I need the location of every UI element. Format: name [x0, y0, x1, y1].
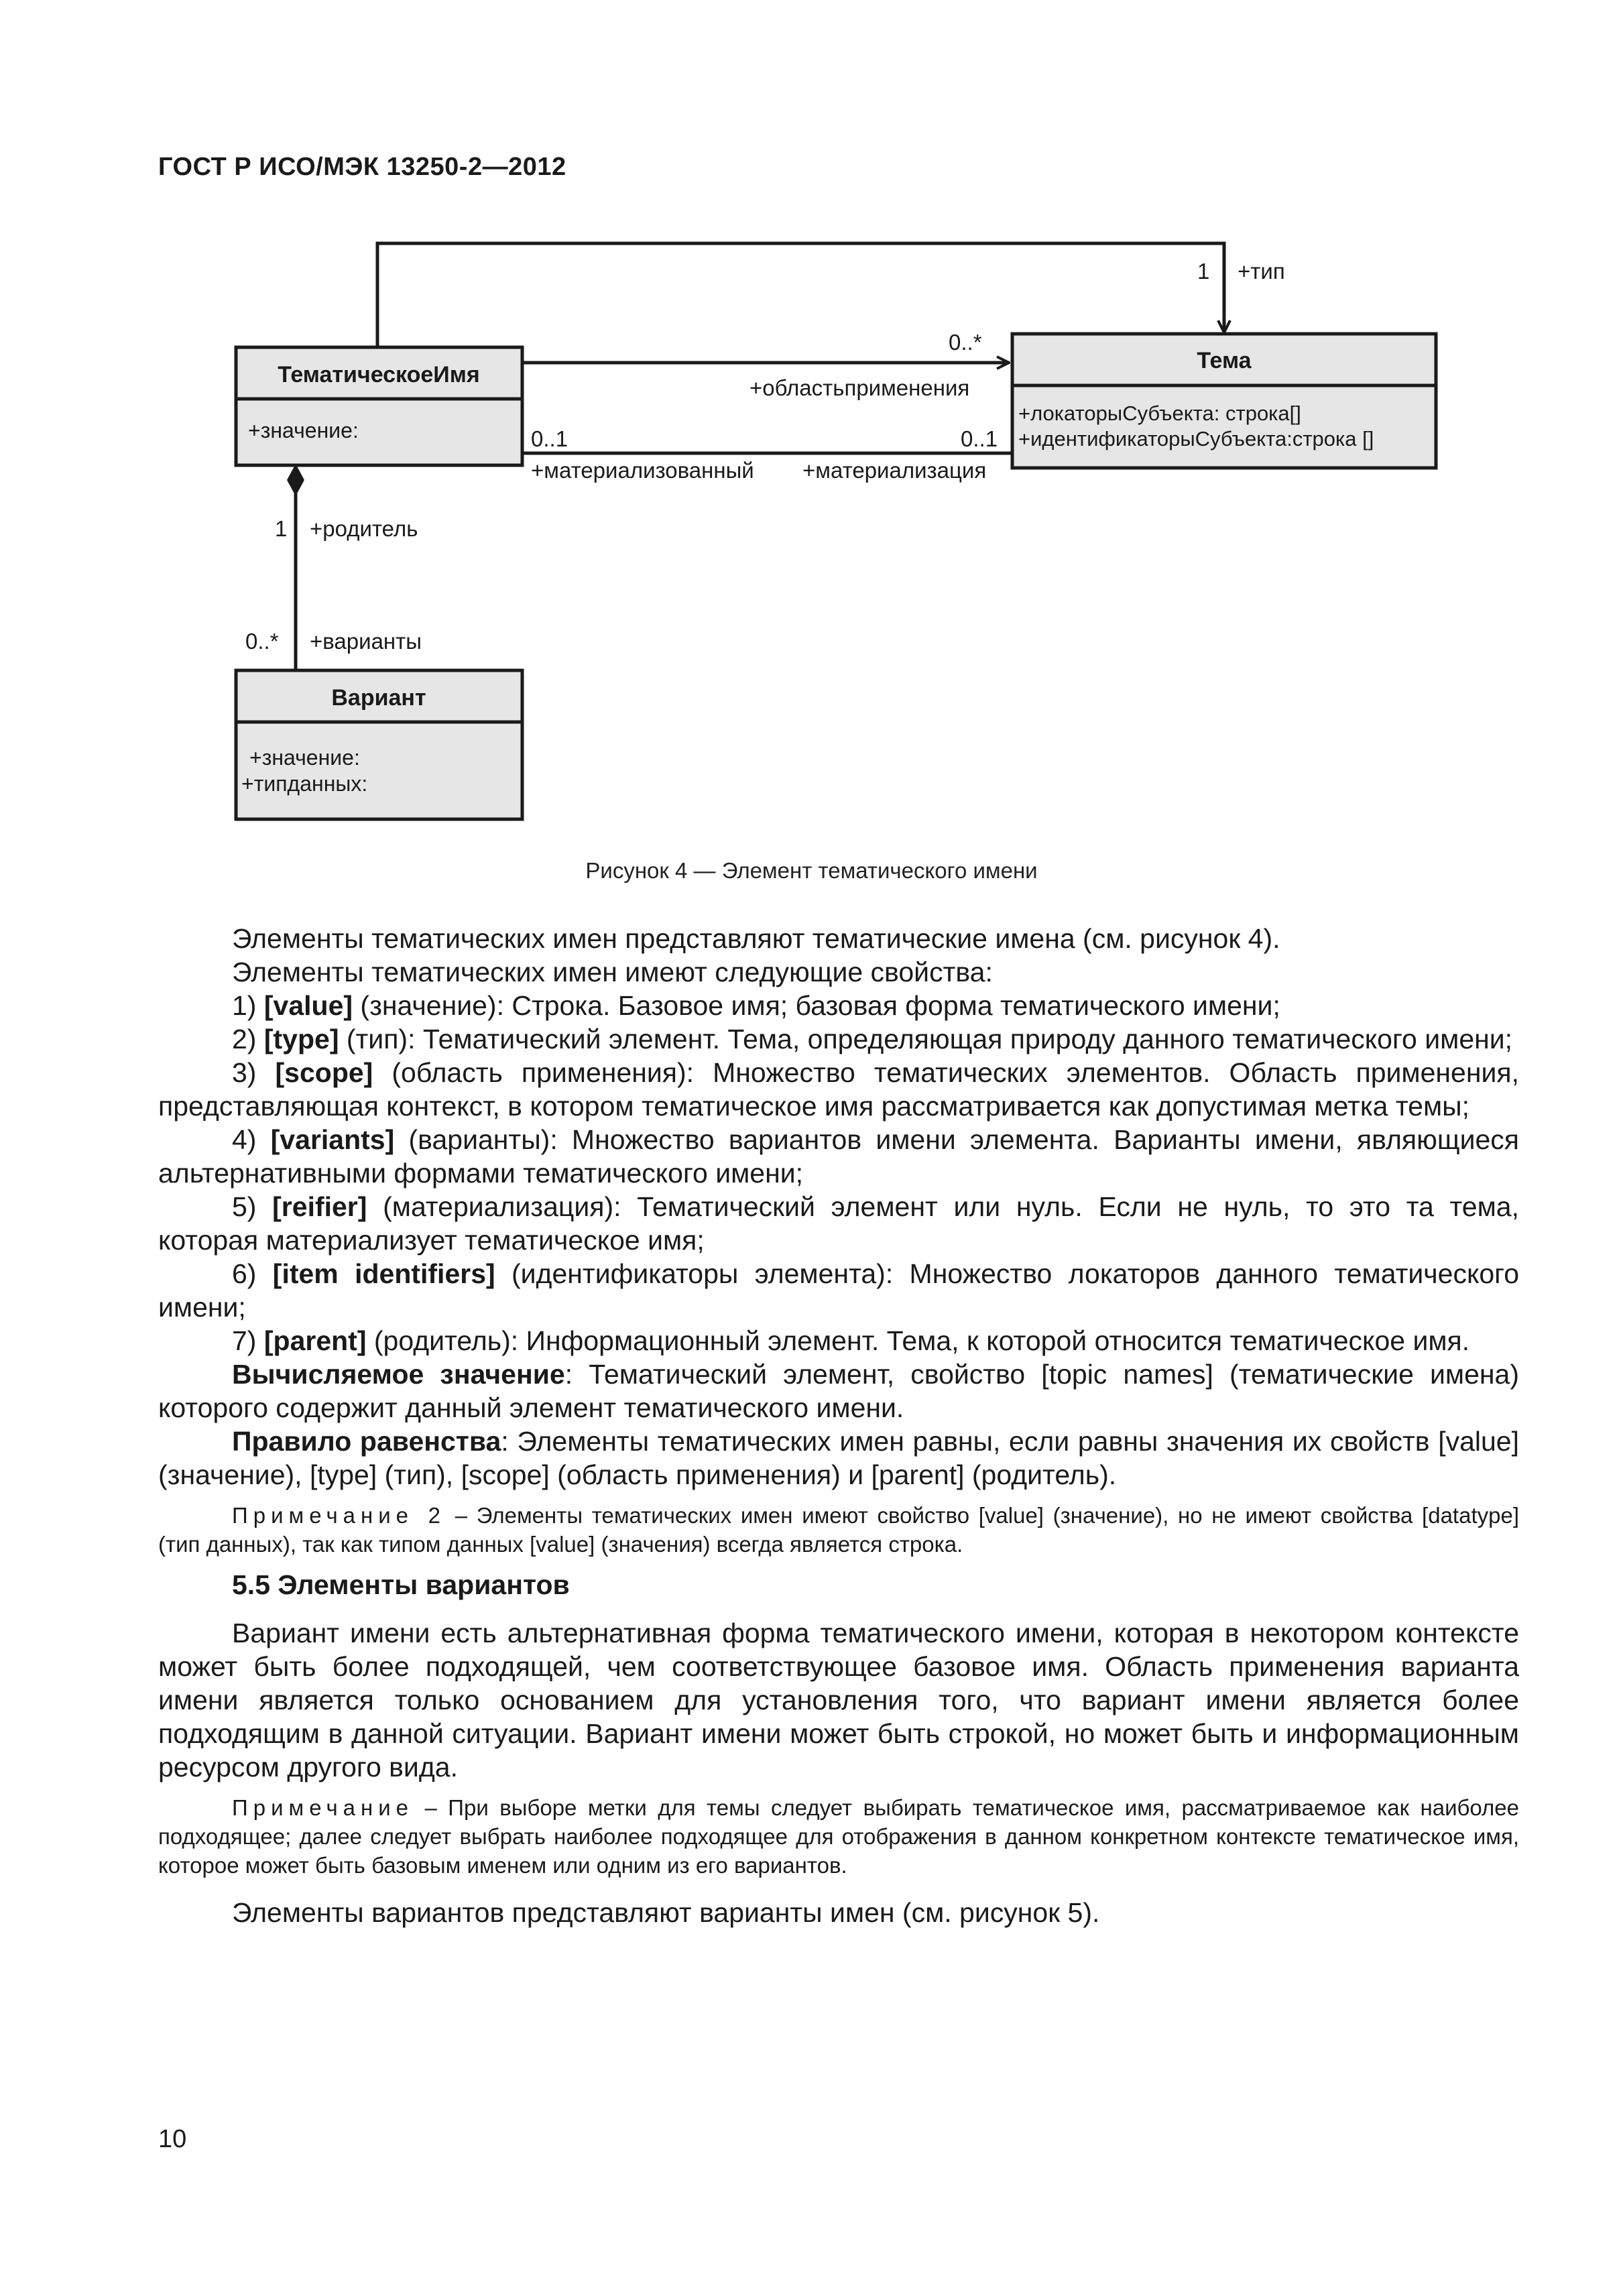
note-text: – Элементы тематических имен имеют свойство [value] (значение), но не имеют свойства [datatype] (тип данных), так как типом данных [value] (значения) всегда является строка.	[158, 1503, 1519, 1557]
note-2	[158, 1501, 1519, 1559]
reifier-left-multiplicity: 0..1	[531, 426, 568, 451]
topic-name-class-attr: +значение:	[248, 418, 359, 442]
property-item	[158, 1056, 1519, 1123]
equality-rule-label: Правило равенства	[232, 1426, 501, 1457]
section-paragraph: Вариант имени есть альтернативная форма тематического имени, которая в некотором контексте может быть более подходящей, чем соответствующее базовое имя. Область применения варианта имени является только основанием для установления того, что вариант имени является более подходящим в данной ситуации. Вариант имени может быть строкой, но может быть и информационным ресурсом другого вида.	[158, 1618, 1519, 1783]
note-label: Примечание 2	[232, 1503, 446, 1528]
variants-multiplicity: 0..*	[245, 629, 279, 654]
type-multiplicity: 1	[1197, 259, 1210, 284]
note	[158, 1793, 1519, 1880]
property-key: [item identifiers]	[272, 1258, 495, 1289]
property-item	[158, 1123, 1519, 1190]
item-number: 3)	[232, 1057, 257, 1088]
item-number: 4)	[232, 1124, 257, 1155]
property-item	[158, 1257, 1519, 1324]
computed-value-paragraph	[158, 1357, 1519, 1425]
item-number: 2)	[232, 1024, 257, 1054]
equality-rule-paragraph	[158, 1425, 1519, 1492]
item-number: 7)	[232, 1325, 257, 1356]
reifier-left-role: +материализованный	[531, 458, 754, 483]
property-item	[158, 989, 1519, 1022]
topic-class	[1012, 334, 1436, 468]
item-number: 5)	[232, 1191, 257, 1222]
document-body	[158, 922, 1519, 1929]
document-header: ГОСТ Р ИСО/МЭК 13250-2—2012	[158, 153, 566, 181]
type-role: +тип	[1238, 259, 1285, 284]
computed-value-text: : Тематический элемент, свойство [topic names] (тематические имена) которого содержит данный элемент тематического имени.	[158, 1359, 1519, 1423]
paragraph: Элементы тематических имен представляют тематические имена (см. рисунок 4).	[232, 923, 1280, 954]
composition-diamond	[287, 464, 304, 496]
parent-role: +родитель	[310, 516, 418, 541]
topic-name-class-title: ТематическоеИмя	[278, 362, 480, 387]
equality-rule-text: : Элементы тематических имен равны, если равны значения их свойств [value] (значение), [type] (тип), [scope] (область применения) и [parent] (родитель).	[158, 1426, 1519, 1490]
property-text: (материализация): Тематический элемент или нуль. Если не нуль, то это та тема, которая материализует тематическое имя;	[158, 1191, 1519, 1256]
variant-class-attr2: +типданных:	[241, 772, 368, 796]
parent-multiplicity: 1	[275, 516, 288, 541]
variants-role: +варианты	[310, 629, 422, 654]
type-association-line	[377, 243, 1224, 347]
reifier-right-multiplicity: 0..1	[961, 426, 998, 451]
item-number: 1)	[232, 990, 257, 1021]
topic-class-title: Тема	[1197, 348, 1252, 373]
property-text: (варианты): Множество вариантов имени элемента. Варианты имени, являющиеся альтернативными формами тематического имени;	[158, 1124, 1519, 1189]
property-text: (тип): Тематический элемент. Тема, определяющая природу данного тематического имени;	[339, 1024, 1513, 1054]
property-item	[158, 1324, 1519, 1357]
property-key: [reifier]	[272, 1191, 367, 1222]
scope-multiplicity: 0..*	[949, 330, 982, 355]
note-text: – При выборе метки для темы следует выбирать тематическое имя, рассматриваемое как наиболее подходящее; далее следует выбрать наиболее подходящее для отображения в данном конкретном контексте тематическое имя, которое может быть базовым именем или одним из его вариантов.	[158, 1795, 1519, 1878]
reifier-right-role: +материализация	[802, 458, 987, 483]
property-text: (родитель): Информационный элемент. Тема, к которой относится тематическое имя.	[366, 1325, 1470, 1356]
computed-value-label: Вычисляемое значение	[232, 1359, 565, 1390]
topic-name-class	[236, 347, 522, 465]
paragraph: Элементы тематических имен имеют следующие свойства:	[232, 957, 993, 987]
uml-diagram	[0, 0, 1623, 845]
property-key: [variants]	[270, 1124, 395, 1155]
property-key: [parent]	[263, 1325, 367, 1356]
property-key: [value]	[263, 990, 353, 1021]
figure-caption: Рисунок 4 — Элемент тематического имени	[585, 858, 1038, 883]
property-text: (значение): Строка. Базовое имя; базовая форма тематического имени;	[353, 990, 1280, 1021]
property-item	[158, 1022, 1519, 1056]
property-key: [type]	[263, 1024, 339, 1054]
variant-class-title: Вариант	[331, 685, 426, 711]
section-title: 5.5 Элементы вариантов	[232, 1569, 570, 1600]
topic-class-attr2: +идентификаторыСубъекта:строка []	[1018, 427, 1374, 450]
page-number: 10	[158, 2125, 187, 2153]
paragraph: Элементы вариантов представляют варианты имен (см. рисунок 5).	[232, 1897, 1100, 1928]
note-label: Примечание	[232, 1795, 414, 1820]
item-number: 6)	[232, 1258, 257, 1289]
scope-role: +областьприменения	[749, 375, 970, 400]
property-key: [scope]	[275, 1057, 373, 1088]
variant-class-attr1: +значение:	[249, 745, 360, 770]
property-text: (идентификаторы элемента): Множество локаторов данного тематического имени;	[158, 1258, 1519, 1323]
property-item	[158, 1190, 1519, 1257]
topic-class-attr1: +локаторыСубъекта: строка[]	[1018, 402, 1301, 425]
property-text: (область применения): Множество тематических элементов. Область применения, представляющая контекст, в котором тематическое имя рассматривается как допустимая метка темы;	[158, 1057, 1519, 1122]
variant-class	[236, 670, 522, 819]
